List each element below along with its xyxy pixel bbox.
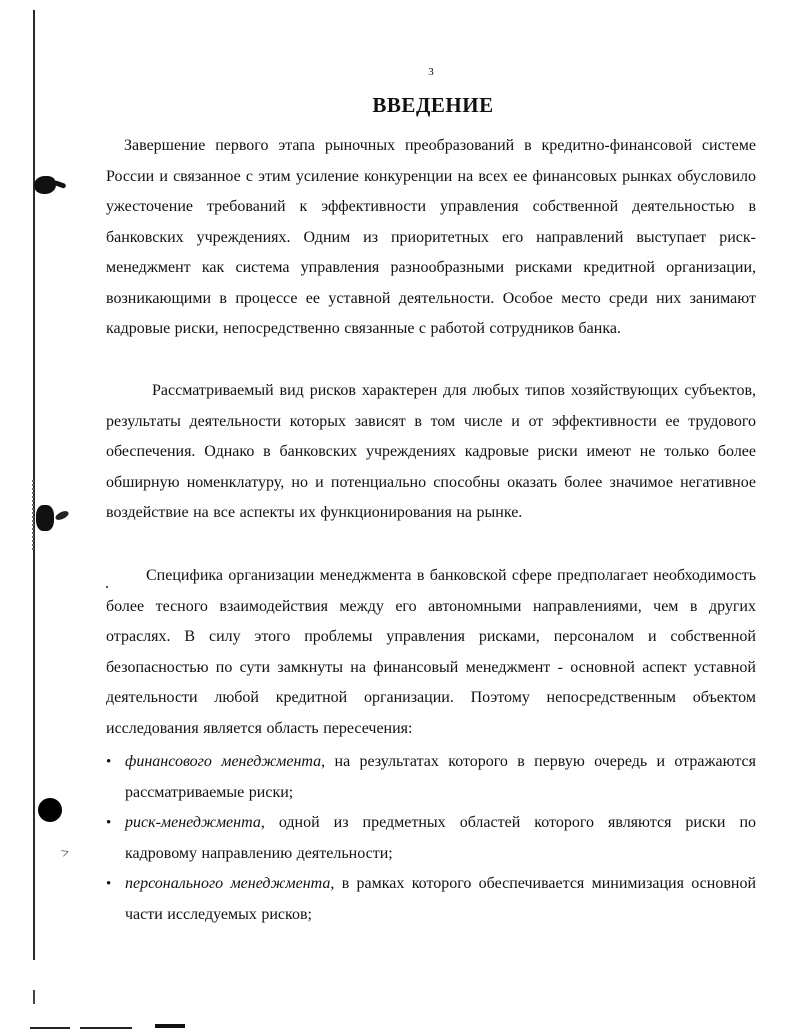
page-number: 3 xyxy=(428,66,434,78)
binding-line-tail xyxy=(33,990,35,1004)
bullet-icon: • xyxy=(106,815,112,831)
scan-edge-mark xyxy=(155,1024,185,1028)
punch-hole xyxy=(38,798,62,822)
list-item-term: персонального менеджмента xyxy=(125,875,331,892)
scan-edge-mark xyxy=(30,1027,70,1029)
list-item-term: риск-менеджмента xyxy=(125,814,261,831)
ink-blot-middle xyxy=(36,505,54,531)
paragraph-2: Рассматриваемый вид рисков характерен для любых типов хозяйствующих субъектов, результаты деятельности которых зависят в том числе и от эффективности ее трудового обеспечения. Однако в банковских учреждениях кадровые риски имеют не только более обширную номенклатуру, но и потенциально способны оказать более значимое негативное воздействие на все аспекты их функционирования на рынке. xyxy=(106,382,756,521)
page-title: ВВЕДЕНИЕ xyxy=(372,93,494,117)
list-item xyxy=(106,869,756,930)
list-item-text: , одной из предметных областей которого являются риски по кадровому направлению деятельности; xyxy=(125,814,756,862)
bullet-icon: • xyxy=(106,754,112,770)
scan-edge-mark xyxy=(80,1027,132,1029)
list-item-text: , в рамках которого обеспечивается минимизация основной части исследуемых рисков; xyxy=(125,875,757,923)
ink-blot-middle-tail xyxy=(54,509,70,521)
bullet-icon: • xyxy=(106,876,112,892)
pen-mark: ˃ xyxy=(59,845,73,862)
research-object-list xyxy=(106,747,756,930)
list-item xyxy=(106,747,756,808)
paragraph-3: Специфика организации менеджмента в банковской сфере предполагает необходимость более тесного взаимодействия между его автономными направлениями, чем в других отраслях. В силу этого проблемы управления рисками, персоналом и собственной безопасностью по сути замкнуты на финансовый менеджмент - основной аспект уставной деятельности любой кредитной организации. Поэтому непосредственным объектом исследования является область пересечения: xyxy=(106,567,756,737)
list-item-text: , на результатах которого в первую очередь и отражаются рассматриваемые риски; xyxy=(125,753,756,801)
paragraph-1: Завершение первого этапа рыночных преобразований в кредитно-финансовой системе России и связанное с этим усиление конкуренции на всех ее финансовых рынках обусловило ужесточение требований к эффективности управления собственной деятельностью в банковских учреждениях. Одним из приоритетных его направлений выступает риск-менеджмент как система управления разнообразными рисками кредитной организации, возникающими в процессе ее уставной деятельности. Особое место среди них занимают кадровые риски, непосредственно связанные с работой сотрудников банка. xyxy=(106,137,756,337)
list-item-term: финансового менеджмента xyxy=(125,753,322,770)
ink-blot-top xyxy=(34,176,56,194)
list-item xyxy=(106,808,756,869)
